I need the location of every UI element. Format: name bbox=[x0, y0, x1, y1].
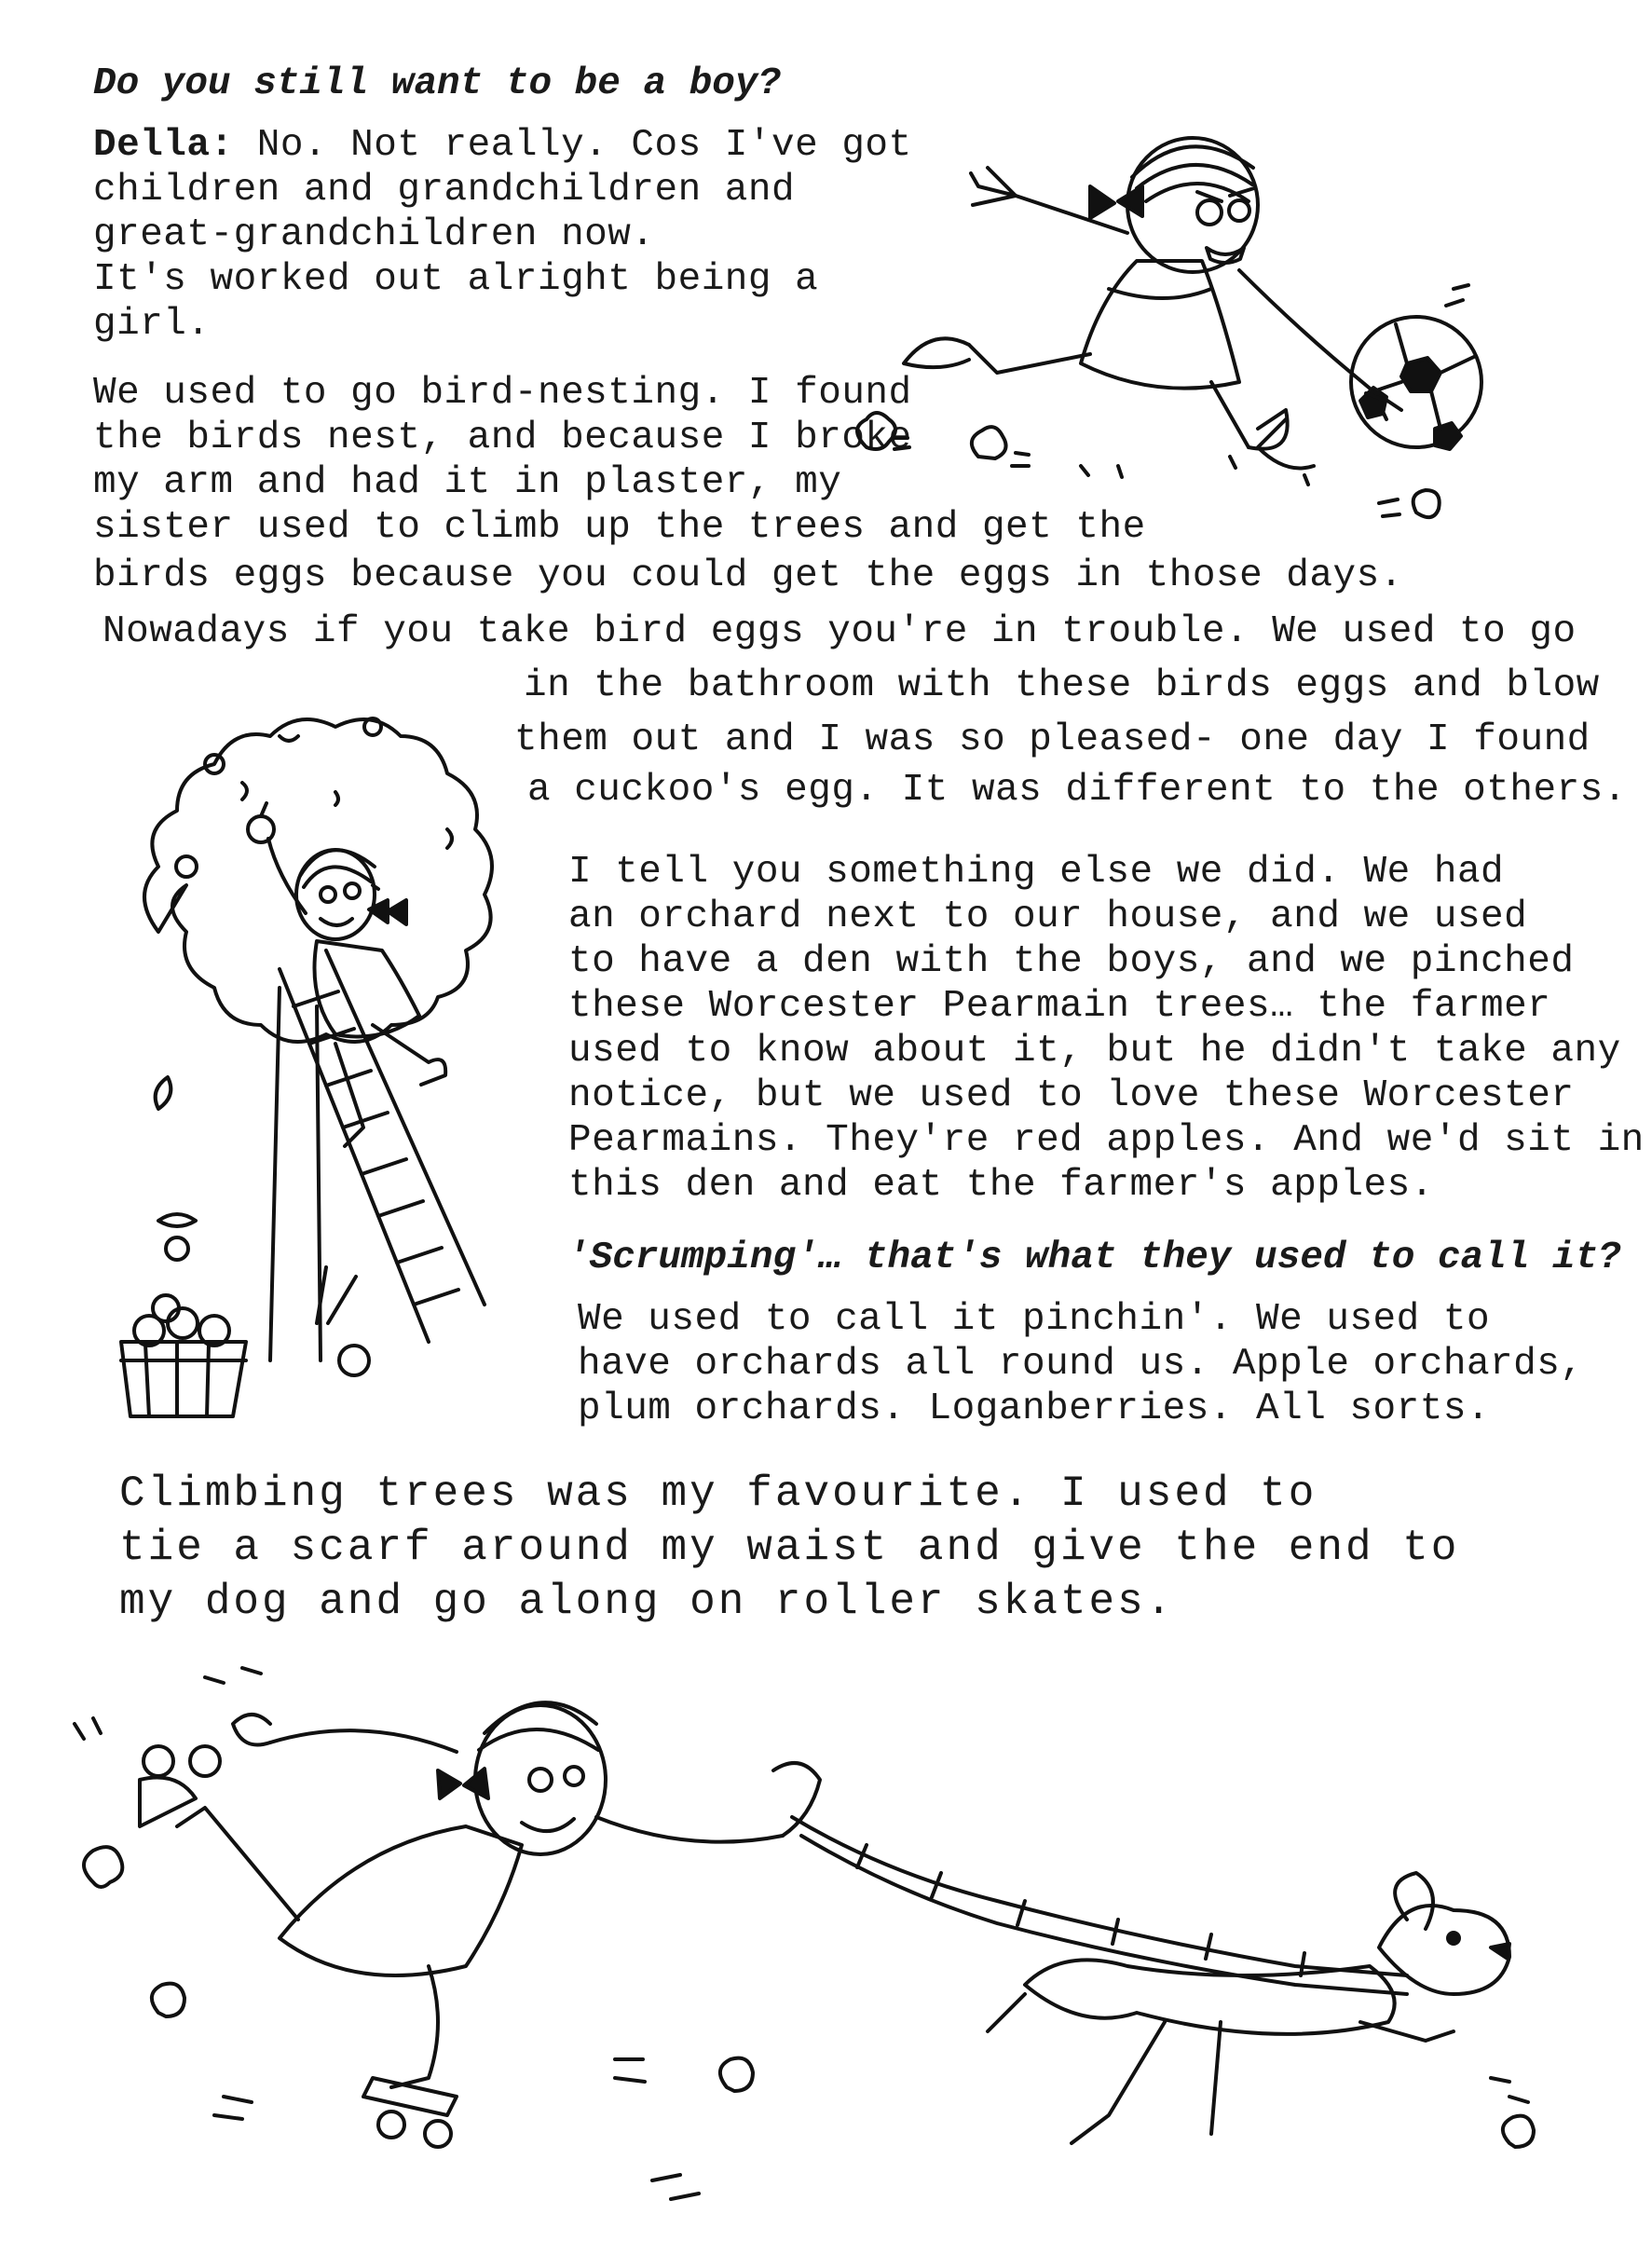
text-line: used to know about it, but he didn't take any bbox=[568, 1030, 1621, 1073]
text-line: a cuckoo's egg. It was different to the others. bbox=[527, 769, 1627, 812]
text-line: to have a den with the boys, and we pinched bbox=[568, 940, 1575, 983]
text-line: this den and eat the farmer's apples. bbox=[568, 1164, 1434, 1207]
text-line: I tell you something else we did. We had bbox=[568, 851, 1505, 894]
text-line: my dog and go along on roller skates. bbox=[119, 1578, 1175, 1626]
roller-skates-dog-illustration bbox=[56, 1640, 1603, 2236]
hair-bow-icon bbox=[438, 1769, 488, 1798]
text-line: these Worcester Pearmain trees… the farmer bbox=[568, 985, 1551, 1028]
question-scrumping: 'Scrumping'… that's what they used to call it? bbox=[567, 1237, 1621, 1279]
text-line: an orchard next to our house, and we used bbox=[568, 895, 1528, 938]
answer-line: great-grandchildren now. bbox=[93, 213, 655, 256]
paragraph-climbing bbox=[119, 1467, 1459, 1629]
answer-line: girl. bbox=[93, 303, 211, 346]
text-line: birds eggs because you could get the eggs in those days. bbox=[93, 554, 1403, 597]
answer-first-line: No. Not really. Cos I've got bbox=[233, 124, 912, 167]
text-line: tie a scarf around my waist and give the end to bbox=[119, 1524, 1460, 1572]
question-boy: Do you still want to be a boy? bbox=[93, 62, 782, 105]
text-line: my arm and had it in plaster, my bbox=[93, 461, 842, 504]
paragraph-orchard bbox=[568, 850, 1645, 1208]
answer-della bbox=[93, 123, 912, 347]
text-line: Pearmains. They're red apples. And we'd sit in bbox=[568, 1119, 1645, 1162]
text-line: We used to go bird-nesting. I found bbox=[93, 372, 912, 415]
girl-picking-apples-illustration bbox=[93, 671, 578, 1416]
scarf-leash bbox=[792, 1817, 1407, 1975]
ladder bbox=[280, 950, 485, 1342]
text-line: We used to call it pinchin'. We used to bbox=[578, 1298, 1491, 1341]
apple-basket bbox=[121, 1342, 246, 1416]
text-line: the birds nest, and because I broke bbox=[93, 417, 912, 459]
text-line: plum orchards. Loganberries. All sorts. bbox=[578, 1387, 1491, 1430]
text-line: have orchards all round us. Apple orchards, bbox=[578, 1343, 1584, 1386]
text-line: Nowadays if you take bird eggs you're in trouble. We used to go bbox=[102, 610, 1577, 653]
text-line: in the bathroom with these birds eggs and blow bbox=[524, 664, 1600, 707]
text-line: them out and I was so pleased- one day I found bbox=[514, 718, 1591, 761]
speaker-label: Della: bbox=[93, 124, 234, 167]
hair-bow-icon bbox=[1090, 186, 1142, 218]
text-line: Climbing trees was my favourite. I used to bbox=[119, 1469, 1318, 1518]
dog-nose-icon bbox=[1491, 1944, 1509, 1959]
apple-icon bbox=[248, 816, 274, 842]
answer-line: children and grandchildren and bbox=[93, 169, 796, 212]
girl-kicking-football-illustration bbox=[839, 112, 1509, 559]
paragraph-pinchin bbox=[578, 1297, 1583, 1431]
text-line: notice, but we used to love these Worcester bbox=[568, 1074, 1575, 1117]
answer-line: It's worked out alright being a bbox=[93, 258, 819, 301]
dog-head bbox=[1379, 1906, 1509, 1994]
text-line: sister used to climb up the trees and get the bbox=[93, 506, 1146, 549]
